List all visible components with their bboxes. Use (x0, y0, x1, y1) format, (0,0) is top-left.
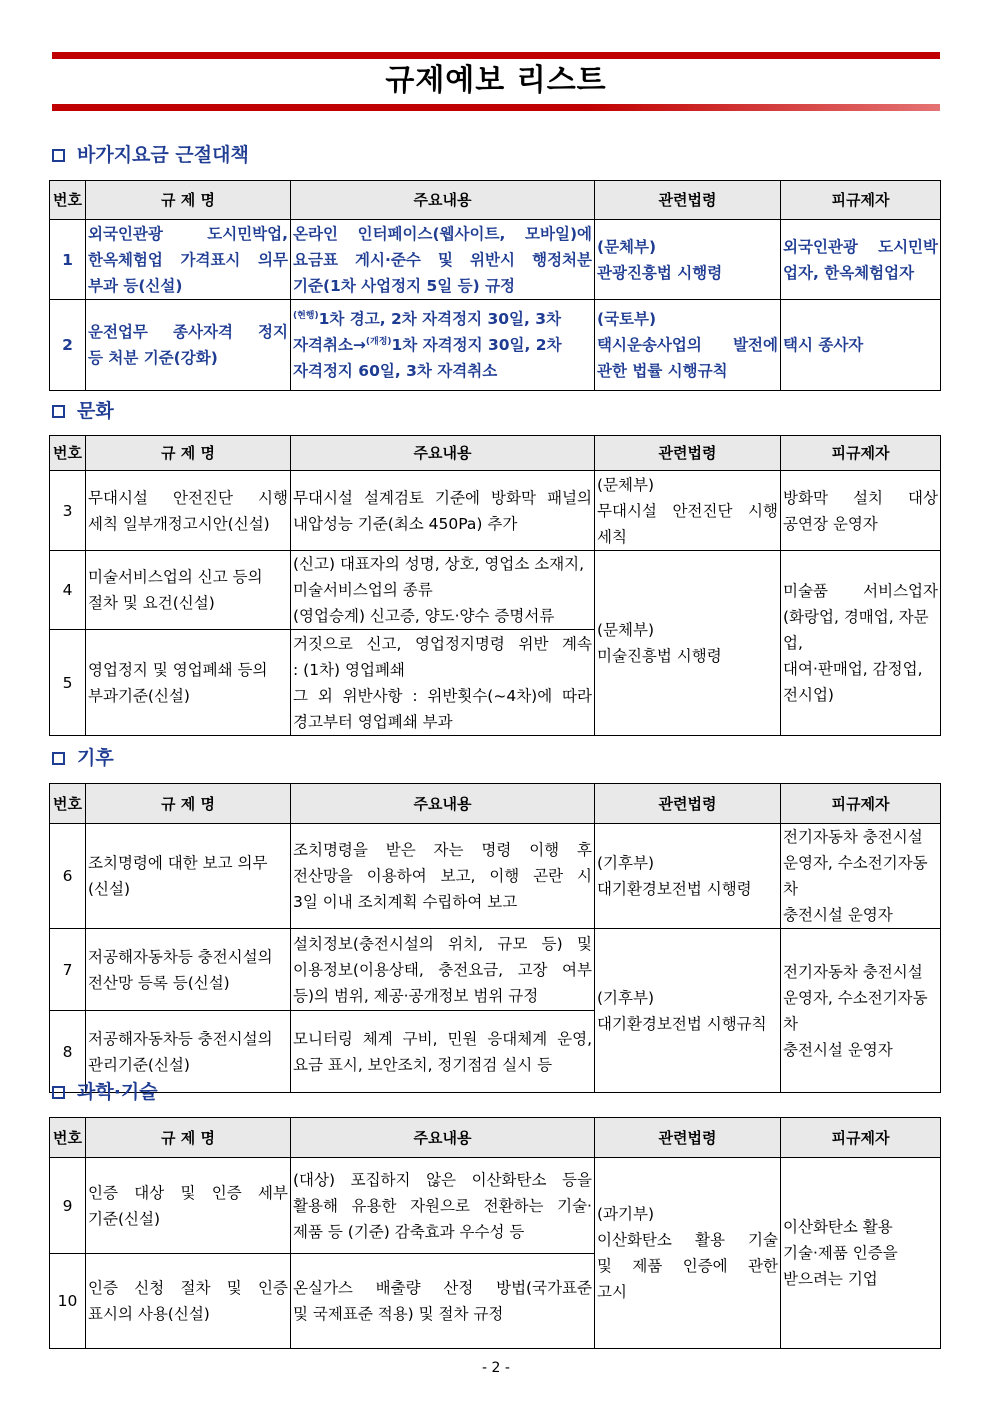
checkbox-square-icon (52, 1086, 65, 1099)
header-name: 규 제 명 (86, 181, 291, 220)
checkbox-square-icon (52, 149, 65, 162)
page-number: - 2 - (482, 1360, 510, 1376)
table-row: 9 인증 대상 및 인증 세부 기준(신설) (대상) 포집하지 않은 이산화탄소 등을 활용해 유용한 자원으로 전환하는 기술· 제품 등 (기준) 감축효과 우수성 등 (과기부) 이산화탄소 활용 기술 및 제품 인증에 관한 고시 이산화탄소 활용 기술·제품 인증을 받으려는 기업 (50, 1158, 941, 1254)
table-row: 7 저공해자동차등 충전시설의 전산망 등록 등(신설) 설치정보(충전시설의 위치, 규모 등) 및 이용정보(이용상태, 충전요금, 고장 여부 등)의 범위, 제공·공개정보 범위 규정 (기후부) 대기환경보전법 시행규칙 전기자동차 충전시설 운영자, 수소전기자동차 충전시설 운영자 (50, 929, 941, 1011)
section-heading: 기후 (52, 745, 114, 771)
regulation-table: 번호 규 제 명 주요내용 관련법령 피규제자 9 인증 대상 및 인증 세부 기준(신설) (대상) 포집하지 않은 이산화탄소 등을 활용해 유용한 자원으로 전환하는 기술· 제품 등 (기준) 감축효과 우수성 등 (과기부) 이산화탄소 활용 기술 및 제품 인증에 관한 고시 이산화탄소 활용 기술·제품 인증을 받으려는 기업 10 인증 신청 절차 및 인증 표시의 사용(신설) 온실가스 배출량 산정 방법(국가표준 및 국제표준 적용) 및 절차 규정 (49, 1117, 941, 1349)
header-law: 관련법령 (595, 181, 781, 220)
regulation-table (49, 180, 941, 391)
table-row: 4 미술서비스업의 신고 등의 절차 및 요건(신설) (신고) 대표자의 성명, 상호, 영업소 소재지, 미술서비스업의 종류 (영업승계) 신고증, 양도·양수 증명서류 (문체부) 미술진흥법 시행령 미술품 서비스업자 (화랑업, 경매업, 자문업, 대여·판매업, 감정업, 전시업) (50, 551, 941, 630)
table-row: 10 인증 신청 절차 및 인증 표시의 사용(신설) 온실가스 배출량 산정 방법(국가표준 및 국제표준 적용) 및 절차 규정 (50, 1254, 941, 1349)
section-heading: 문화 (52, 398, 114, 424)
section-heading: 과학·기술 (52, 1079, 158, 1105)
table-row: 1 외국인관광 도시민박업, 한옥체험업 가격표시 의무 부과 등(신설) 온라인 인터페이스(웹사이트, 모바일)에 요금표 게시·준수 및 위반시 행정처분 기준(1차 사업정지 5일 등) 규정 (문체부) 관광진흥법 시행령 외국인관광 도시민박 업자, 한옥체험업자 (50, 220, 941, 300)
page-title: 규제예보 리스트 (385, 63, 607, 98)
table-row: 8 저공해자동차등 충전시설의 관리기준(신설) 모니터링 체계 구비, 민원 응대체계 운영, 요금 표시, 보안조치, 정기점검 실시 등 (50, 1011, 941, 1093)
header-content: 주요내용 (291, 181, 595, 220)
table-row: 6 조치명령에 대한 보고 의무 (신설) 조치명령을 받은 자는 명령 이행 후 전산망을 이용하여 보고, 이행 곤란 시 3일 이내 조치계획 수립하여 보고 (기후부) 대기환경보전법 시행령 전기자동차 충전시설 운영자, 수소전기자동차 충전시설 운영자 (50, 824, 941, 929)
table-row: 2 운전업무 종사자격 정지 등 처분 기준(강화) $^{(현행)}$1차 경고, 2차 자격정지 30일, 3차 자격취소→$^{(개정)}$1차 자격정지 30일, 2차 자격정지 60일, 3차 자격취소 (국토부) 택시운송사업의 발전에 관한 법률 시행규칙 택시 종사자 (50, 300, 941, 391)
table-row: 3 무대시설 안전진단 시행 세칙 일부개정고시안(신설) 무대시설 설계검토 기준에 방화막 패널의 내압성능 기준(최소 450Pa) 추가 (문체부) 무대시설 안전진단 시행 세칙 방화막 설치 대상 공연장 운영자 (50, 471, 941, 551)
header-no: 번호 (50, 181, 86, 220)
checkbox-square-icon (52, 752, 65, 765)
table-row: 5 영업정지 및 영업폐쇄 등의 부과기준(신설) 거짓으로 신고, 영업정지명령 위반 계속 : (1차) 영업폐쇄 그 외 위반사항 : 위반횟수(~4차)에 따라 경고부터 영업폐쇄 부과 (50, 630, 941, 736)
header-target: 피규제자 (781, 181, 941, 220)
checkbox-square-icon (52, 405, 65, 418)
regulation-table: 번호 규 제 명 주요내용 관련법령 피규제자 6 조치명령에 대한 보고 의무 (신설) 조치명령을 받은 자는 명령 이행 후 전산망을 이용하여 보고, 이행 곤란 시 3일 이내 조치계획 수립하여 보고 (기후부) 대기환경보전법 시행령 전기자동차 충전시설 운영자, 수소전기자동차 충전시설 운영자 7 저공해자동차등 충전시설의 전산망 등록 등(신설) 설치정보(충전시설의 위치, 규모 등) 및 이용정보(이용상태, 충전요금, 고장 여부 등)의 범위, 제공·공개정보 범위 규정 (기후부) 대기환경보전법 시행규칙 전기자동차 충전시설 운영자, 수소전기자동차 충전시설 운영자 8 저공해자동차등 충전시설의 관리기준(신설) 모니터링 체계 구비, 민원 응대체계 운영, 요금 표시, 보안조치, 정기점검 실시 등 (49, 783, 941, 1093)
section-heading: 바가지요금 근절대책 (52, 142, 249, 168)
regulation-table: 번호 규 제 명 주요내용 관련법령 피규제자 3 무대시설 안전진단 시행 세칙 일부개정고시안(신설) 무대시설 설계검토 기준에 방화막 패널의 내압성능 기준(최소 450Pa) 추가 (문체부) 무대시설 안전진단 시행 세칙 방화막 설치 대상 공연장 운영자 4 미술서비스업의 신고 등의 절차 및 요건(신설) (신고) 대표자의 성명, 상호, 영업소 소재지, 미술서비스업의 종류 (영업승계) 신고증, 양도·양수 증명서류 (문체부) 미술진흥법 시행령 미술품 서비스업자 (화랑업, 경매업, 자문업, 대여·판매업, 감정업, 전시업) 5 영업정지 및 영업폐쇄 등의 부과기준(신설) 거짓으로 신고, 영업정지명령 위반 계속 : (1차) 영업폐쇄 그 외 위반사항 : 위반횟수(~4차)에 따라 경고부터 영업폐쇄 부과 (49, 435, 941, 736)
title-bottom-rule (52, 104, 940, 111)
